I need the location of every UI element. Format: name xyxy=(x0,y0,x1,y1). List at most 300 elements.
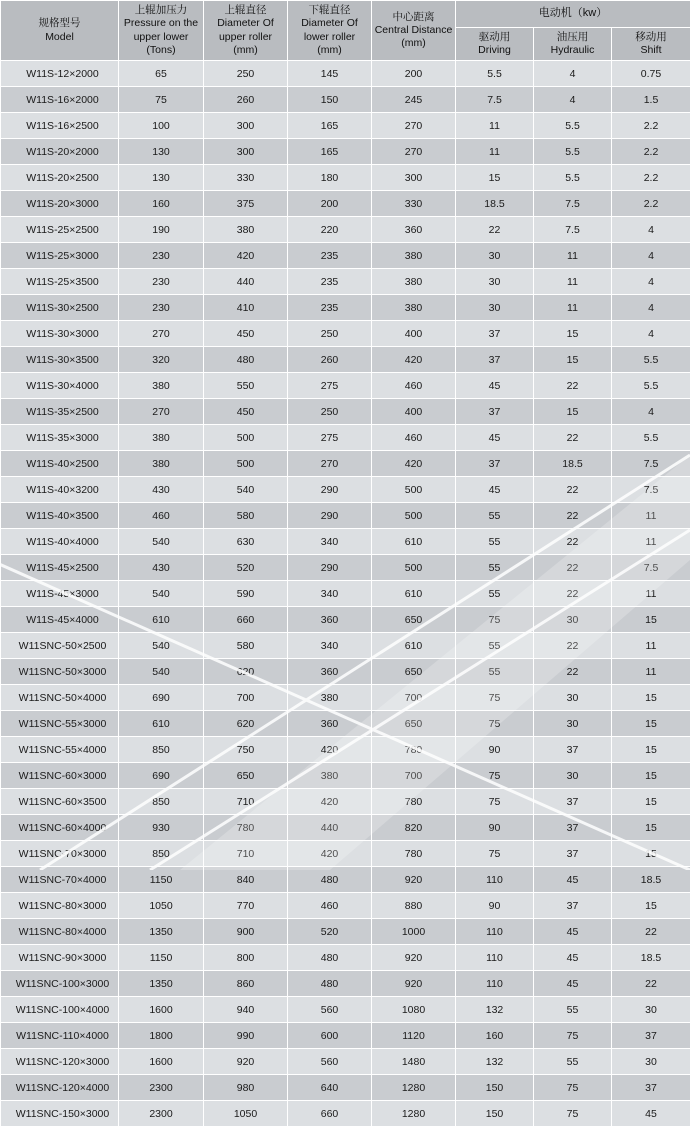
cell-upper-roller: 380 xyxy=(204,217,288,243)
cell-lower-roller: 235 xyxy=(288,243,372,269)
table-body xyxy=(1,61,690,1127)
table-row xyxy=(1,425,690,451)
cell-upper-roller: 410 xyxy=(204,295,288,321)
cell-driving: 5.5 xyxy=(456,61,534,87)
cell-lower-roller: 180 xyxy=(288,165,372,191)
table-row xyxy=(1,789,690,815)
cell-driving: 37 xyxy=(456,399,534,425)
cell-central-distance: 400 xyxy=(372,321,456,347)
cell-shift: 2.2 xyxy=(612,113,690,139)
cell-upper-roller: 840 xyxy=(204,867,288,893)
cell-pressure: 230 xyxy=(119,269,204,295)
cell-upper-roller: 300 xyxy=(204,113,288,139)
cell-shift: 5.5 xyxy=(612,373,690,399)
header-driving-en: Driving xyxy=(458,44,531,57)
cell-model: W11S-45×2500 xyxy=(1,555,119,581)
cell-model: W11S-30×2500 xyxy=(1,295,119,321)
cell-driving: 55 xyxy=(456,633,534,659)
cell-model: W11SNC-50×4000 xyxy=(1,685,119,711)
cell-pressure: 2300 xyxy=(119,1075,204,1101)
table-row xyxy=(1,165,690,191)
cell-hydraulic: 37 xyxy=(534,789,612,815)
cell-shift: 2.2 xyxy=(612,191,690,217)
header-model-en: Model xyxy=(3,31,116,44)
cell-lower-roller: 360 xyxy=(288,607,372,633)
cell-shift: 15 xyxy=(612,789,690,815)
cell-pressure: 75 xyxy=(119,87,204,113)
cell-upper-roller: 450 xyxy=(204,399,288,425)
cell-upper-roller: 520 xyxy=(204,555,288,581)
cell-pressure: 540 xyxy=(119,633,204,659)
cell-driving: 75 xyxy=(456,789,534,815)
cell-lower-roller: 235 xyxy=(288,295,372,321)
cell-model: W11SNC-55×3000 xyxy=(1,711,119,737)
cell-pressure: 270 xyxy=(119,321,204,347)
cell-lower-roller: 480 xyxy=(288,971,372,997)
cell-model: W11SNC-60×3500 xyxy=(1,789,119,815)
cell-pressure: 430 xyxy=(119,555,204,581)
cell-driving: 18.5 xyxy=(456,191,534,217)
cell-shift: 7.5 xyxy=(612,555,690,581)
cell-shift: 15 xyxy=(612,815,690,841)
cell-shift: 4 xyxy=(612,243,690,269)
cell-upper-roller: 780 xyxy=(204,815,288,841)
cell-central-distance: 610 xyxy=(372,581,456,607)
cell-driving: 55 xyxy=(456,529,534,555)
cell-model: W11SNC-50×3000 xyxy=(1,659,119,685)
cell-central-distance: 650 xyxy=(372,607,456,633)
header-lower-roller-cn: 下辊直径 xyxy=(290,4,369,17)
cell-shift: 15 xyxy=(612,607,690,633)
cell-hydraulic: 15 xyxy=(534,347,612,373)
header-model xyxy=(1,1,119,61)
cell-shift: 15 xyxy=(612,685,690,711)
header-central-distance xyxy=(372,1,456,61)
cell-model: W11S-40×4000 xyxy=(1,529,119,555)
cell-upper-roller: 260 xyxy=(204,87,288,113)
cell-central-distance: 420 xyxy=(372,347,456,373)
cell-pressure: 230 xyxy=(119,243,204,269)
cell-driving: 90 xyxy=(456,737,534,763)
header-motor-group: 电动机（kw） xyxy=(456,1,690,28)
table-row xyxy=(1,1101,690,1127)
cell-driving: 22 xyxy=(456,217,534,243)
table-row xyxy=(1,295,690,321)
cell-shift: 1.5 xyxy=(612,87,690,113)
header-pressure-en: Pressure on the upper lower xyxy=(121,17,201,43)
cell-central-distance: 920 xyxy=(372,945,456,971)
cell-driving: 55 xyxy=(456,581,534,607)
header-shift xyxy=(612,27,690,60)
cell-hydraulic: 45 xyxy=(534,945,612,971)
cell-pressure: 850 xyxy=(119,789,204,815)
cell-driving: 110 xyxy=(456,919,534,945)
cell-lower-roller: 290 xyxy=(288,503,372,529)
cell-pressure: 1150 xyxy=(119,945,204,971)
table-row xyxy=(1,633,690,659)
cell-driving: 110 xyxy=(456,945,534,971)
cell-lower-roller: 460 xyxy=(288,893,372,919)
cell-model: W11S-30×3000 xyxy=(1,321,119,347)
cell-central-distance: 270 xyxy=(372,139,456,165)
table-row xyxy=(1,997,690,1023)
cell-lower-roller: 600 xyxy=(288,1023,372,1049)
cell-hydraulic: 30 xyxy=(534,607,612,633)
cell-central-distance: 700 xyxy=(372,685,456,711)
cell-lower-roller: 340 xyxy=(288,581,372,607)
table-row xyxy=(1,1075,690,1101)
cell-central-distance: 200 xyxy=(372,61,456,87)
cell-model: W11S-45×4000 xyxy=(1,607,119,633)
cell-driving: 15 xyxy=(456,165,534,191)
cell-driving: 90 xyxy=(456,893,534,919)
table-row xyxy=(1,815,690,841)
cell-hydraulic: 22 xyxy=(534,581,612,607)
cell-pressure: 380 xyxy=(119,373,204,399)
cell-upper-roller: 375 xyxy=(204,191,288,217)
cell-driving: 150 xyxy=(456,1075,534,1101)
header-upper-roller-unit: (mm) xyxy=(206,44,285,57)
cell-model: W11SNC-60×4000 xyxy=(1,815,119,841)
cell-pressure: 130 xyxy=(119,165,204,191)
cell-central-distance: 1280 xyxy=(372,1101,456,1127)
header-upper-roller-cn: 上辊直径 xyxy=(206,4,285,17)
cell-central-distance: 610 xyxy=(372,529,456,555)
cell-shift: 11 xyxy=(612,659,690,685)
cell-central-distance: 820 xyxy=(372,815,456,841)
table-row xyxy=(1,763,690,789)
header-central-distance-en1: Central Distance xyxy=(374,24,453,37)
cell-pressure: 2300 xyxy=(119,1101,204,1127)
table-row xyxy=(1,139,690,165)
cell-shift: 15 xyxy=(612,737,690,763)
cell-upper-roller: 580 xyxy=(204,633,288,659)
cell-driving: 55 xyxy=(456,659,534,685)
cell-model: W11SNC-100×4000 xyxy=(1,997,119,1023)
cell-shift: 11 xyxy=(612,633,690,659)
cell-lower-roller: 235 xyxy=(288,269,372,295)
cell-pressure: 160 xyxy=(119,191,204,217)
cell-shift: 5.5 xyxy=(612,347,690,373)
cell-hydraulic: 4 xyxy=(534,87,612,113)
cell-driving: 45 xyxy=(456,477,534,503)
cell-hydraulic: 55 xyxy=(534,997,612,1023)
cell-shift: 15 xyxy=(612,893,690,919)
cell-shift: 7.5 xyxy=(612,477,690,503)
cell-shift: 22 xyxy=(612,919,690,945)
header-upper-roller xyxy=(204,1,288,61)
header-upper-roller-en: Diameter Of upper roller xyxy=(206,17,285,43)
cell-upper-roller: 590 xyxy=(204,581,288,607)
cell-lower-roller: 380 xyxy=(288,763,372,789)
header-shift-en: Shift xyxy=(614,44,688,57)
cell-driving: 75 xyxy=(456,607,534,633)
cell-shift: 0.75 xyxy=(612,61,690,87)
cell-driving: 110 xyxy=(456,971,534,997)
cell-driving: 75 xyxy=(456,711,534,737)
cell-lower-roller: 420 xyxy=(288,789,372,815)
cell-central-distance: 1080 xyxy=(372,997,456,1023)
table-row xyxy=(1,503,690,529)
cell-upper-roller: 710 xyxy=(204,841,288,867)
table-row xyxy=(1,1023,690,1049)
cell-model: W11S-20×2000 xyxy=(1,139,119,165)
header-shift-cn: 移动用 xyxy=(614,31,688,44)
cell-central-distance: 420 xyxy=(372,451,456,477)
cell-driving: 110 xyxy=(456,867,534,893)
table-row xyxy=(1,867,690,893)
cell-upper-roller: 770 xyxy=(204,893,288,919)
cell-hydraulic: 22 xyxy=(534,529,612,555)
table-row xyxy=(1,581,690,607)
cell-pressure: 1150 xyxy=(119,867,204,893)
cell-model: W11S-40×2500 xyxy=(1,451,119,477)
cell-lower-roller: 660 xyxy=(288,1101,372,1127)
cell-model: W11SNC-70×4000 xyxy=(1,867,119,893)
cell-hydraulic: 30 xyxy=(534,685,612,711)
header-hydraulic xyxy=(534,27,612,60)
cell-pressure: 430 xyxy=(119,477,204,503)
table-row xyxy=(1,269,690,295)
table-row xyxy=(1,971,690,997)
cell-hydraulic: 15 xyxy=(534,321,612,347)
cell-central-distance: 380 xyxy=(372,295,456,321)
cell-hydraulic: 30 xyxy=(534,711,612,737)
cell-pressure: 610 xyxy=(119,607,204,633)
cell-pressure: 380 xyxy=(119,425,204,451)
cell-model: W11SNC-50×2500 xyxy=(1,633,119,659)
cell-central-distance: 700 xyxy=(372,763,456,789)
cell-lower-roller: 290 xyxy=(288,555,372,581)
cell-hydraulic: 15 xyxy=(534,399,612,425)
cell-lower-roller: 340 xyxy=(288,633,372,659)
table-row xyxy=(1,217,690,243)
table-row xyxy=(1,347,690,373)
table-row xyxy=(1,685,690,711)
cell-hydraulic: 22 xyxy=(534,373,612,399)
cell-central-distance: 330 xyxy=(372,191,456,217)
table-row xyxy=(1,191,690,217)
cell-lower-roller: 145 xyxy=(288,61,372,87)
cell-pressure: 270 xyxy=(119,399,204,425)
cell-pressure: 1350 xyxy=(119,971,204,997)
cell-central-distance: 880 xyxy=(372,893,456,919)
cell-shift: 18.5 xyxy=(612,867,690,893)
header-central-distance-unit: (mm) xyxy=(374,37,453,50)
cell-lower-roller: 520 xyxy=(288,919,372,945)
header-central-distance-cn: 中心距离 xyxy=(374,11,453,24)
cell-model: W11SNC-110×4000 xyxy=(1,1023,119,1049)
cell-upper-roller: 500 xyxy=(204,425,288,451)
cell-lower-roller: 250 xyxy=(288,321,372,347)
cell-driving: 37 xyxy=(456,321,534,347)
cell-upper-roller: 980 xyxy=(204,1075,288,1101)
cell-upper-roller: 920 xyxy=(204,1049,288,1075)
cell-pressure: 850 xyxy=(119,737,204,763)
cell-upper-roller: 900 xyxy=(204,919,288,945)
cell-shift: 15 xyxy=(612,711,690,737)
cell-central-distance: 360 xyxy=(372,217,456,243)
cell-pressure: 230 xyxy=(119,295,204,321)
cell-lower-roller: 340 xyxy=(288,529,372,555)
table-row xyxy=(1,1049,690,1075)
cell-model: W11S-20×2500 xyxy=(1,165,119,191)
cell-driving: 37 xyxy=(456,451,534,477)
cell-model: W11S-25×2500 xyxy=(1,217,119,243)
cell-hydraulic: 75 xyxy=(534,1075,612,1101)
cell-model: W11S-25×3000 xyxy=(1,243,119,269)
cell-model: W11S-25×3500 xyxy=(1,269,119,295)
cell-lower-roller: 640 xyxy=(288,1075,372,1101)
cell-upper-roller: 620 xyxy=(204,659,288,685)
cell-shift: 15 xyxy=(612,841,690,867)
cell-central-distance: 380 xyxy=(372,269,456,295)
cell-upper-roller: 250 xyxy=(204,61,288,87)
cell-lower-roller: 380 xyxy=(288,685,372,711)
cell-lower-roller: 250 xyxy=(288,399,372,425)
cell-upper-roller: 940 xyxy=(204,997,288,1023)
table-row xyxy=(1,919,690,945)
cell-model: W11SNC-70×3000 xyxy=(1,841,119,867)
cell-driving: 30 xyxy=(456,269,534,295)
cell-hydraulic: 22 xyxy=(534,555,612,581)
cell-lower-roller: 275 xyxy=(288,425,372,451)
header-hydraulic-en: Hydraulic xyxy=(536,44,609,57)
cell-lower-roller: 220 xyxy=(288,217,372,243)
header-model-cn: 规格型号 xyxy=(3,17,116,30)
table-row xyxy=(1,893,690,919)
cell-lower-roller: 560 xyxy=(288,1049,372,1075)
cell-hydraulic: 30 xyxy=(534,763,612,789)
cell-upper-roller: 860 xyxy=(204,971,288,997)
cell-shift: 2.2 xyxy=(612,139,690,165)
cell-driving: 7.5 xyxy=(456,87,534,113)
cell-upper-roller: 700 xyxy=(204,685,288,711)
table-row xyxy=(1,399,690,425)
cell-model: W11SNC-150×3000 xyxy=(1,1101,119,1127)
cell-hydraulic: 45 xyxy=(534,971,612,997)
table-row xyxy=(1,113,690,139)
cell-model: W11S-16×2000 xyxy=(1,87,119,113)
table-row xyxy=(1,373,690,399)
cell-driving: 90 xyxy=(456,815,534,841)
cell-driving: 55 xyxy=(456,555,534,581)
cell-pressure: 460 xyxy=(119,503,204,529)
cell-shift: 4 xyxy=(612,269,690,295)
cell-hydraulic: 11 xyxy=(534,295,612,321)
cell-central-distance: 245 xyxy=(372,87,456,113)
cell-hydraulic: 37 xyxy=(534,815,612,841)
cell-model: W11S-40×3500 xyxy=(1,503,119,529)
cell-pressure: 190 xyxy=(119,217,204,243)
cell-hydraulic: 22 xyxy=(534,633,612,659)
cell-model: W11S-30×4000 xyxy=(1,373,119,399)
cell-central-distance: 920 xyxy=(372,971,456,997)
table-row xyxy=(1,321,690,347)
cell-upper-roller: 300 xyxy=(204,139,288,165)
cell-shift: 22 xyxy=(612,971,690,997)
cell-hydraulic: 11 xyxy=(534,243,612,269)
cell-driving: 30 xyxy=(456,295,534,321)
cell-model: W11S-35×3000 xyxy=(1,425,119,451)
cell-central-distance: 1120 xyxy=(372,1023,456,1049)
cell-model: W11S-45×3000 xyxy=(1,581,119,607)
cell-central-distance: 610 xyxy=(372,633,456,659)
table-row xyxy=(1,243,690,269)
cell-model: W11S-30×3500 xyxy=(1,347,119,373)
cell-upper-roller: 800 xyxy=(204,945,288,971)
cell-hydraulic: 18.5 xyxy=(534,451,612,477)
cell-hydraulic: 22 xyxy=(534,425,612,451)
cell-hydraulic: 5.5 xyxy=(534,113,612,139)
table-row xyxy=(1,945,690,971)
cell-shift: 4 xyxy=(612,321,690,347)
header-pressure-unit: (Tons) xyxy=(121,44,201,57)
cell-upper-roller: 620 xyxy=(204,711,288,737)
cell-upper-roller: 450 xyxy=(204,321,288,347)
cell-model: W11S-16×2500 xyxy=(1,113,119,139)
cell-model: W11SNC-120×4000 xyxy=(1,1075,119,1101)
cell-hydraulic: 22 xyxy=(534,659,612,685)
cell-hydraulic: 4 xyxy=(534,61,612,87)
cell-model: W11S-35×2500 xyxy=(1,399,119,425)
cell-hydraulic: 55 xyxy=(534,1049,612,1075)
cell-pressure: 1600 xyxy=(119,1049,204,1075)
cell-hydraulic: 75 xyxy=(534,1023,612,1049)
cell-upper-roller: 660 xyxy=(204,607,288,633)
cell-pressure: 1600 xyxy=(119,997,204,1023)
header-lower-roller-en: Diameter Of lower roller xyxy=(290,17,369,43)
cell-pressure: 1800 xyxy=(119,1023,204,1049)
table-row xyxy=(1,477,690,503)
cell-central-distance: 380 xyxy=(372,243,456,269)
cell-lower-roller: 200 xyxy=(288,191,372,217)
table-row xyxy=(1,659,690,685)
cell-hydraulic: 7.5 xyxy=(534,191,612,217)
header-driving-cn: 驱动用 xyxy=(458,31,531,44)
cell-hydraulic: 22 xyxy=(534,503,612,529)
cell-central-distance: 460 xyxy=(372,373,456,399)
cell-pressure: 540 xyxy=(119,529,204,555)
cell-lower-roller: 480 xyxy=(288,945,372,971)
cell-driving: 75 xyxy=(456,841,534,867)
cell-hydraulic: 45 xyxy=(534,919,612,945)
cell-hydraulic: 5.5 xyxy=(534,165,612,191)
cell-lower-roller: 480 xyxy=(288,867,372,893)
cell-lower-roller: 440 xyxy=(288,815,372,841)
cell-driving: 75 xyxy=(456,685,534,711)
cell-pressure: 540 xyxy=(119,581,204,607)
cell-lower-roller: 420 xyxy=(288,841,372,867)
cell-model: W11S-20×3000 xyxy=(1,191,119,217)
cell-pressure: 320 xyxy=(119,347,204,373)
cell-lower-roller: 165 xyxy=(288,139,372,165)
cell-shift: 7.5 xyxy=(612,451,690,477)
cell-upper-roller: 550 xyxy=(204,373,288,399)
cell-lower-roller: 165 xyxy=(288,113,372,139)
header-driving xyxy=(456,27,534,60)
cell-lower-roller: 260 xyxy=(288,347,372,373)
cell-driving: 75 xyxy=(456,763,534,789)
cell-central-distance: 1480 xyxy=(372,1049,456,1075)
header-lower-roller xyxy=(288,1,372,61)
cell-pressure: 100 xyxy=(119,113,204,139)
cell-shift: 37 xyxy=(612,1023,690,1049)
cell-driving: 45 xyxy=(456,425,534,451)
cell-driving: 45 xyxy=(456,373,534,399)
cell-driving: 160 xyxy=(456,1023,534,1049)
cell-driving: 132 xyxy=(456,1049,534,1075)
